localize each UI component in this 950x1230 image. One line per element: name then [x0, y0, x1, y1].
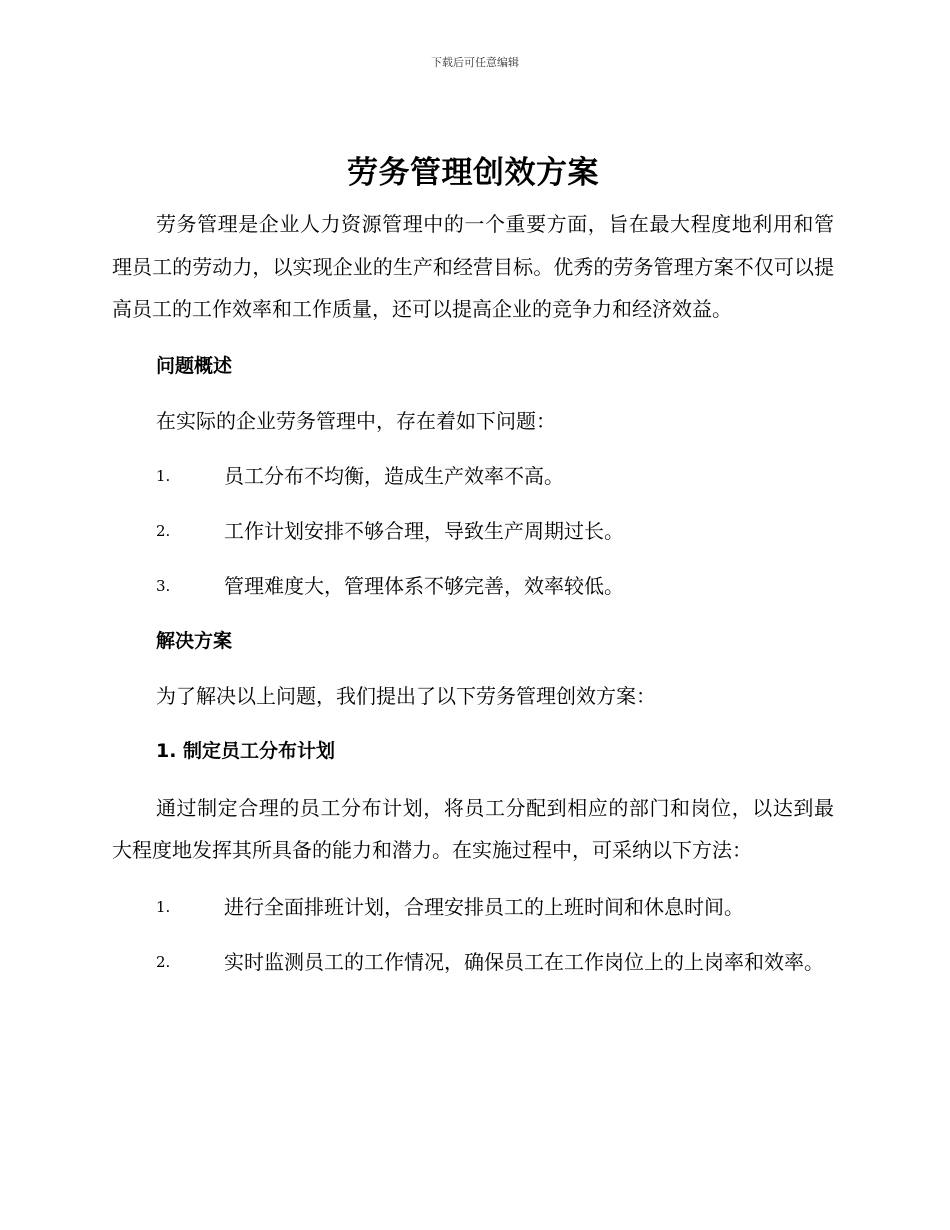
section-heading-solution: 解决方案: [156, 629, 233, 652]
list-text: 管理难度大，管理体系不够完善，效率较低。: [224, 573, 624, 598]
subsection-heading-staff-plan: 1. 制定员工分布计划: [156, 739, 336, 762]
problem-lead: 在实际的企业劳务管理中，存在着如下问题：: [156, 408, 556, 433]
list-text: 员工分布不均衡，造成生产效率不高。: [224, 463, 564, 488]
list-number: 3.: [156, 576, 171, 595]
solution-lead: 为了解决以上问题，我们提出了以下劳务管理创效方案：: [156, 683, 656, 708]
method-item: [112, 880, 834, 935]
problem-item: [112, 449, 834, 504]
method-item: [112, 935, 834, 984]
document-body: [112, 148, 834, 983]
problem-item: [112, 504, 834, 559]
staff-plan-paragraph: 通过制定合理的员工分布计划，将员工分配到相应的部门和岗位，以达到最大程度地发挥其所具备的能力和潜力。在实施过程中，可采纳以下方法：: [112, 795, 834, 862]
list-number: 1.: [156, 897, 171, 916]
intro-paragraph: 劳务管理是企业人力资源管理中的一个重要方面，旨在最大程度地利用和管理员工的劳动力，以实现企业的生产和经营目标。优秀的劳务管理方案不仅可以提高员工的工作效率和工作质量，还可以提高企业的竞争力和经济效益。: [112, 212, 834, 321]
document-title: 劳务管理创效方案: [347, 155, 599, 191]
section-heading-problem: 问题概述: [156, 354, 233, 377]
list-number: 1.: [156, 466, 171, 485]
problem-item: [112, 559, 834, 614]
list-text: 实时监测员工的工作情况，确保员工在工作岗位上的上岗率和效率。: [224, 949, 824, 974]
list-number: 2.: [156, 952, 171, 971]
list-text: 进行全面排班计划，合理安排员工的上班时间和休息时间。: [224, 894, 744, 919]
list-number: 2.: [156, 521, 171, 540]
header-note: 下载后可任意编辑: [431, 56, 519, 69]
list-text: 工作计划安排不够合理，导致生产周期过长。: [224, 518, 624, 543]
